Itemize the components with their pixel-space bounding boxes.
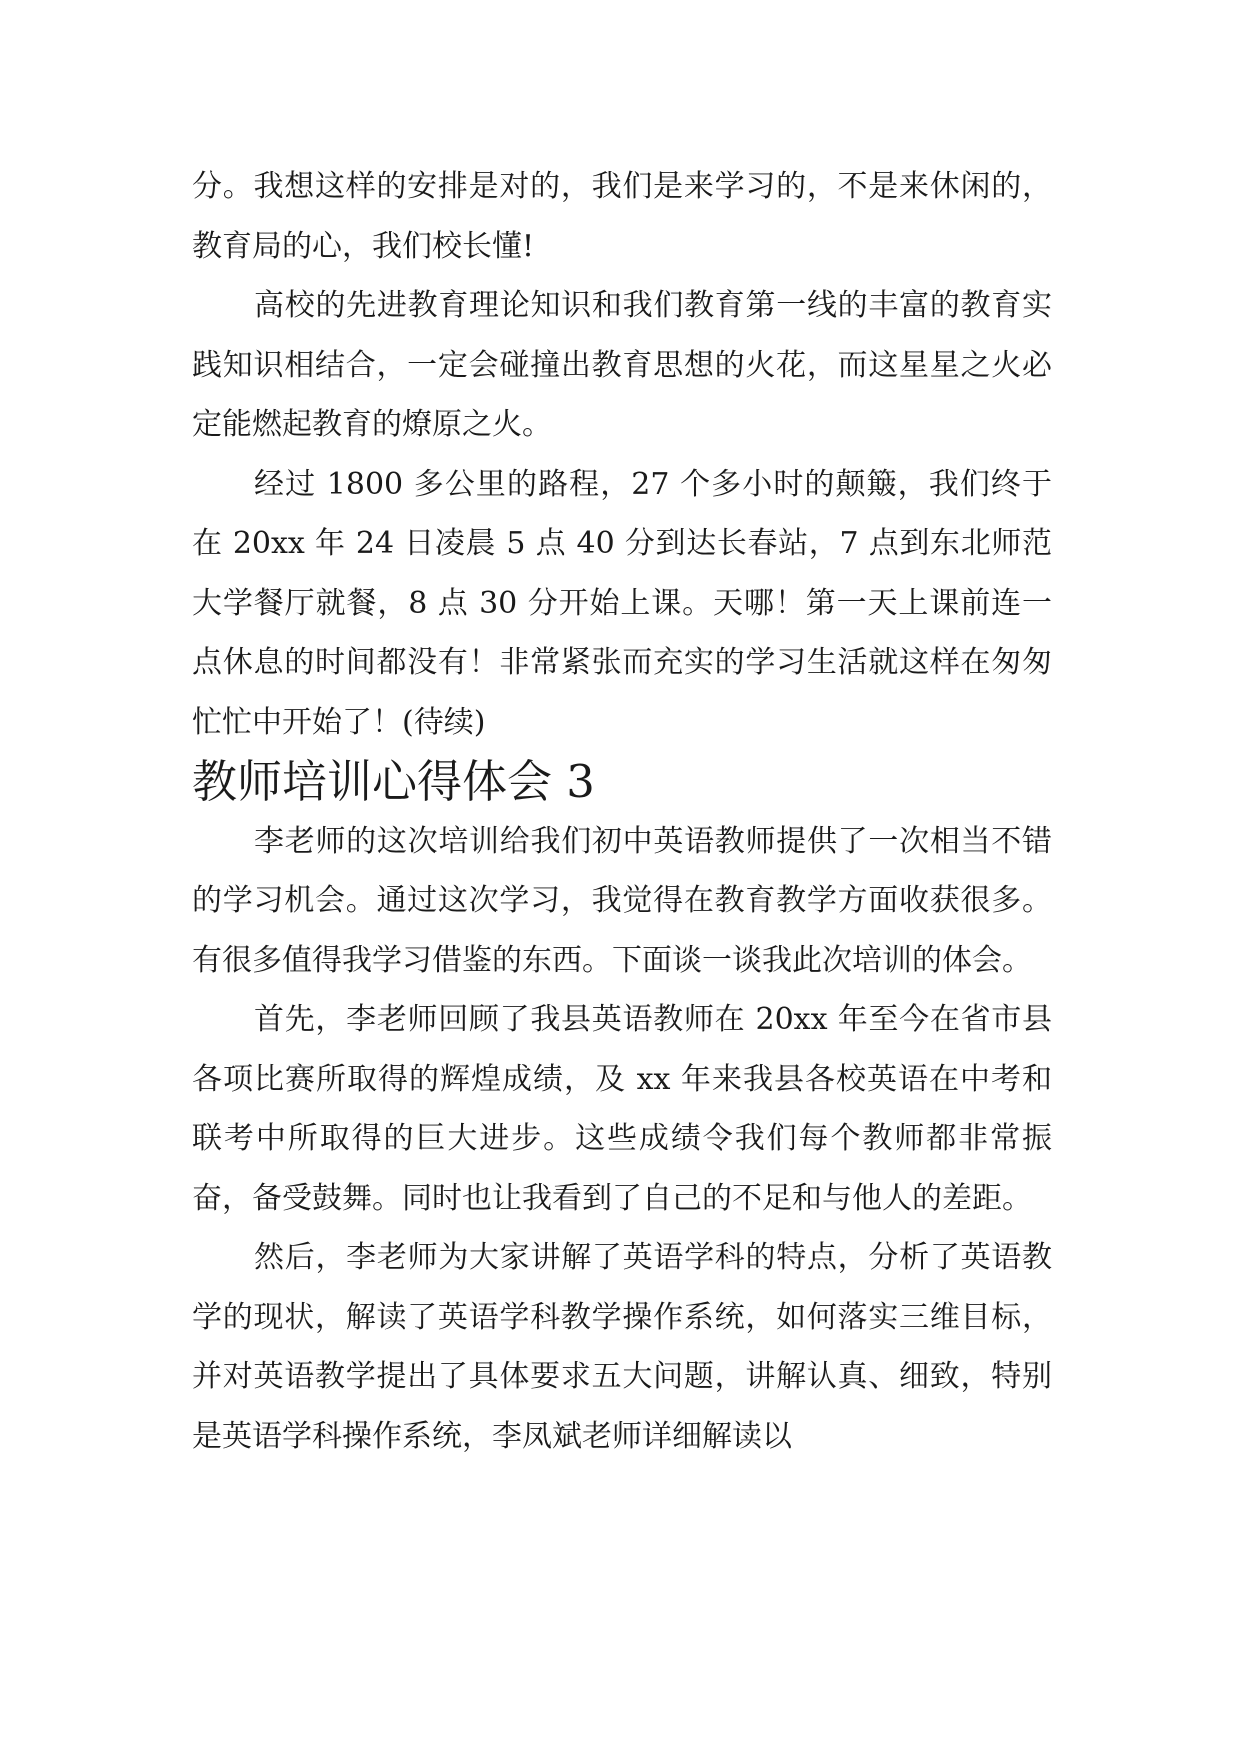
document-body <box>192 157 1052 1466</box>
paragraph: 李老师的这次培训给我们初中英语教师提供了一次相当不错的学习机会。通过这次学习，我觉得在教育教学方面收获很多。有很多值得我学习借鉴的东西。下面谈一谈我此次培训的体会。 <box>192 823 1052 978</box>
section-heading: 教师培训心得体会 3 <box>192 755 595 808</box>
paragraph-continuation: 分。我想这样的安排是对的，我们是来学习的，不是来休闲的，教育局的心，我们校长懂! <box>192 169 1052 264</box>
paragraph: 然后，李老师为大家讲解了英语学科的特点，分析了英语教学的现状，解读了英语学科教学操作系统，如何落实三维目标，并对英语教学提出了具体要求五大问题，讲解认真、细致，特别是英语学科操作系统，李凤斌老师详细解读以 <box>192 1240 1052 1454</box>
paragraph: 经过 1800 多公里的路程，27 个多小时的颠簸，我们终于在 20xx 年 24 日凌晨 5 点 40 分到达长春站，7 点到东北师范大学餐厅就餐，8 点 30 分开始上课。天哪！第一天上课前连一点休息的时间都没有！非常紧张而充实的学习生活就这样在匆匆忙忙中开始了！(待续) <box>192 466 1052 740</box>
paragraph: 高校的先进教育理论知识和我们教育第一线的丰富的教育实践知识相结合，一定会碰撞出教育思想的火花，而这星星之火必定能燃起教育的燎原之火。 <box>192 288 1052 442</box>
paragraph: 首先，李老师回顾了我县英语教师在 20xx 年至今在省市县各项比赛所取得的辉煌成绩，及 xx 年来我县各校英语在中考和联考中所取得的巨大进步。这些成绩令我们每个教师都非常振奋，备受鼓舞。同时也让我看到了自己的不足和与他人的差距。 <box>192 1002 1052 1216</box>
